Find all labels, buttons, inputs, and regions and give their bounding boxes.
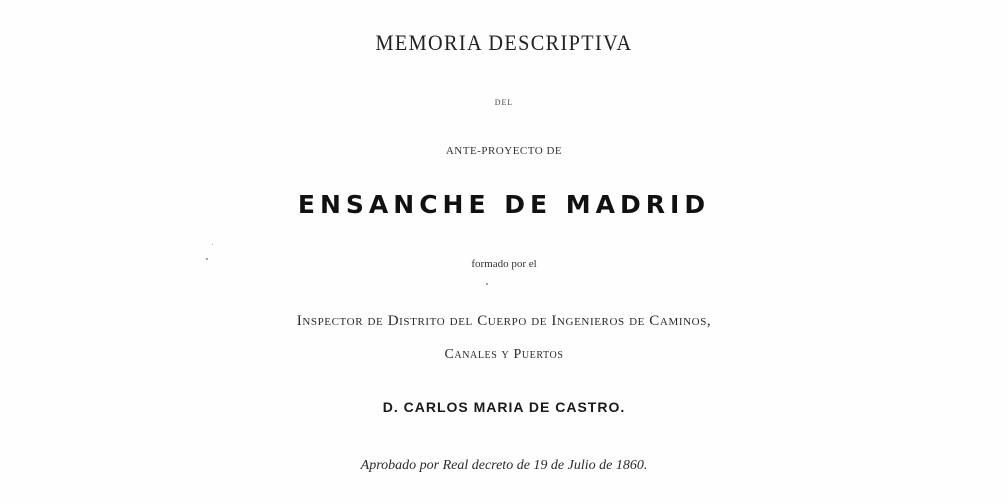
canales-line: Canales y Puertos	[444, 347, 564, 362]
inspector-line: Inspector de Distrito del Cuerpo de Ingenieros de Caminos,	[296, 313, 712, 329]
main-title: ENSANCHE DE MADRID	[297, 190, 711, 219]
paper-speck	[212, 244, 213, 245]
preposition-del: DEL	[494, 98, 514, 107]
ante-proyecto-label: ANTE-PROYECTO DE	[445, 145, 563, 157]
author-name: D. CARLOS MARIA DE CASTRO.	[382, 399, 626, 415]
formado-por-label: formado por el	[471, 258, 537, 270]
paper-speck	[486, 283, 488, 285]
paper-speck	[206, 258, 208, 260]
document-title: MEMORIA DESCRIPTIVA	[375, 30, 633, 55]
approval-note: Aprobado por Real decreto de 19 de Julio de 1860.	[360, 458, 648, 473]
